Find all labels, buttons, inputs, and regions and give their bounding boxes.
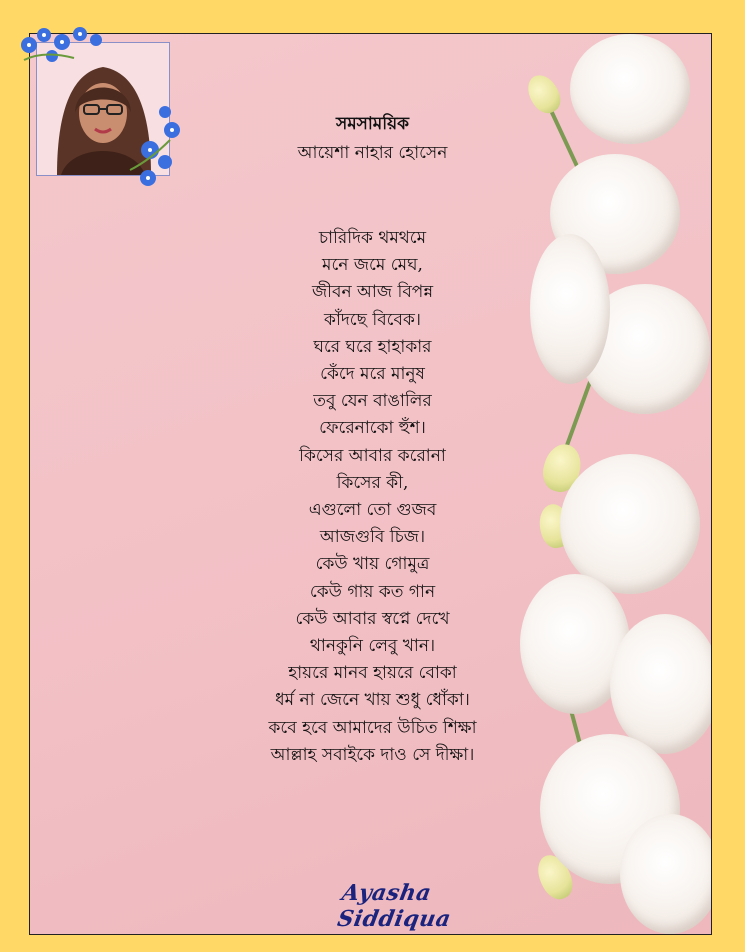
poem-line: মনে জমে মেঘ, [322, 255, 423, 276]
poem-line: কেউ আবার স্বপ্নে দেখে [295, 608, 450, 629]
poem-line: ধর্ম না জেনে খায় শুধু ধোঁকা। [275, 690, 470, 711]
poem-line: থানকুনি লেবু খান। [309, 636, 436, 657]
poem-line: তবু যেন বাঙালির [313, 391, 432, 412]
poem-line: কেউ খায় গোমুত্র [315, 554, 430, 575]
poem-author: আয়েশা নাহার হোসেন [297, 143, 448, 163]
poem-line: ফেরেনাকো হুঁশ। [319, 418, 426, 439]
author-signature: Ayasha Siddiqua [335, 880, 454, 932]
poem-line: কিসের আবার করোনা [299, 445, 446, 466]
poem-line: কেঁদে মরে মানুষ [320, 364, 425, 385]
poem-line: আজগুবি চিজ। [319, 527, 426, 548]
blue-flowers-top-icon [14, 20, 114, 70]
poem-line: কেউ গায় কত গান [309, 581, 436, 602]
poem-line: হায়রে মানব হায়রে বোকা [288, 663, 457, 684]
poem-body [0, 225, 745, 769]
poem-line: জীবন আজ বিপন্ন [311, 282, 434, 303]
poem-line: কাঁদছে বিবেক। [324, 309, 421, 330]
poem-line: কবে হবে আমাদের উচিত শিক্ষা [268, 717, 477, 738]
poem-line: কিসের কী, [336, 472, 409, 493]
poem-line: চারিদিক থমথমে [318, 228, 427, 248]
poem-line: ঘরে ঘরে হাহাকার [313, 336, 432, 357]
poem-line: আল্লাহ সবাইকে দাও সে দীক্ষা। [270, 744, 475, 765]
poem-title: সমসাময়িক [335, 114, 410, 134]
poem-line: এগুলো তো গুজব [308, 500, 437, 521]
